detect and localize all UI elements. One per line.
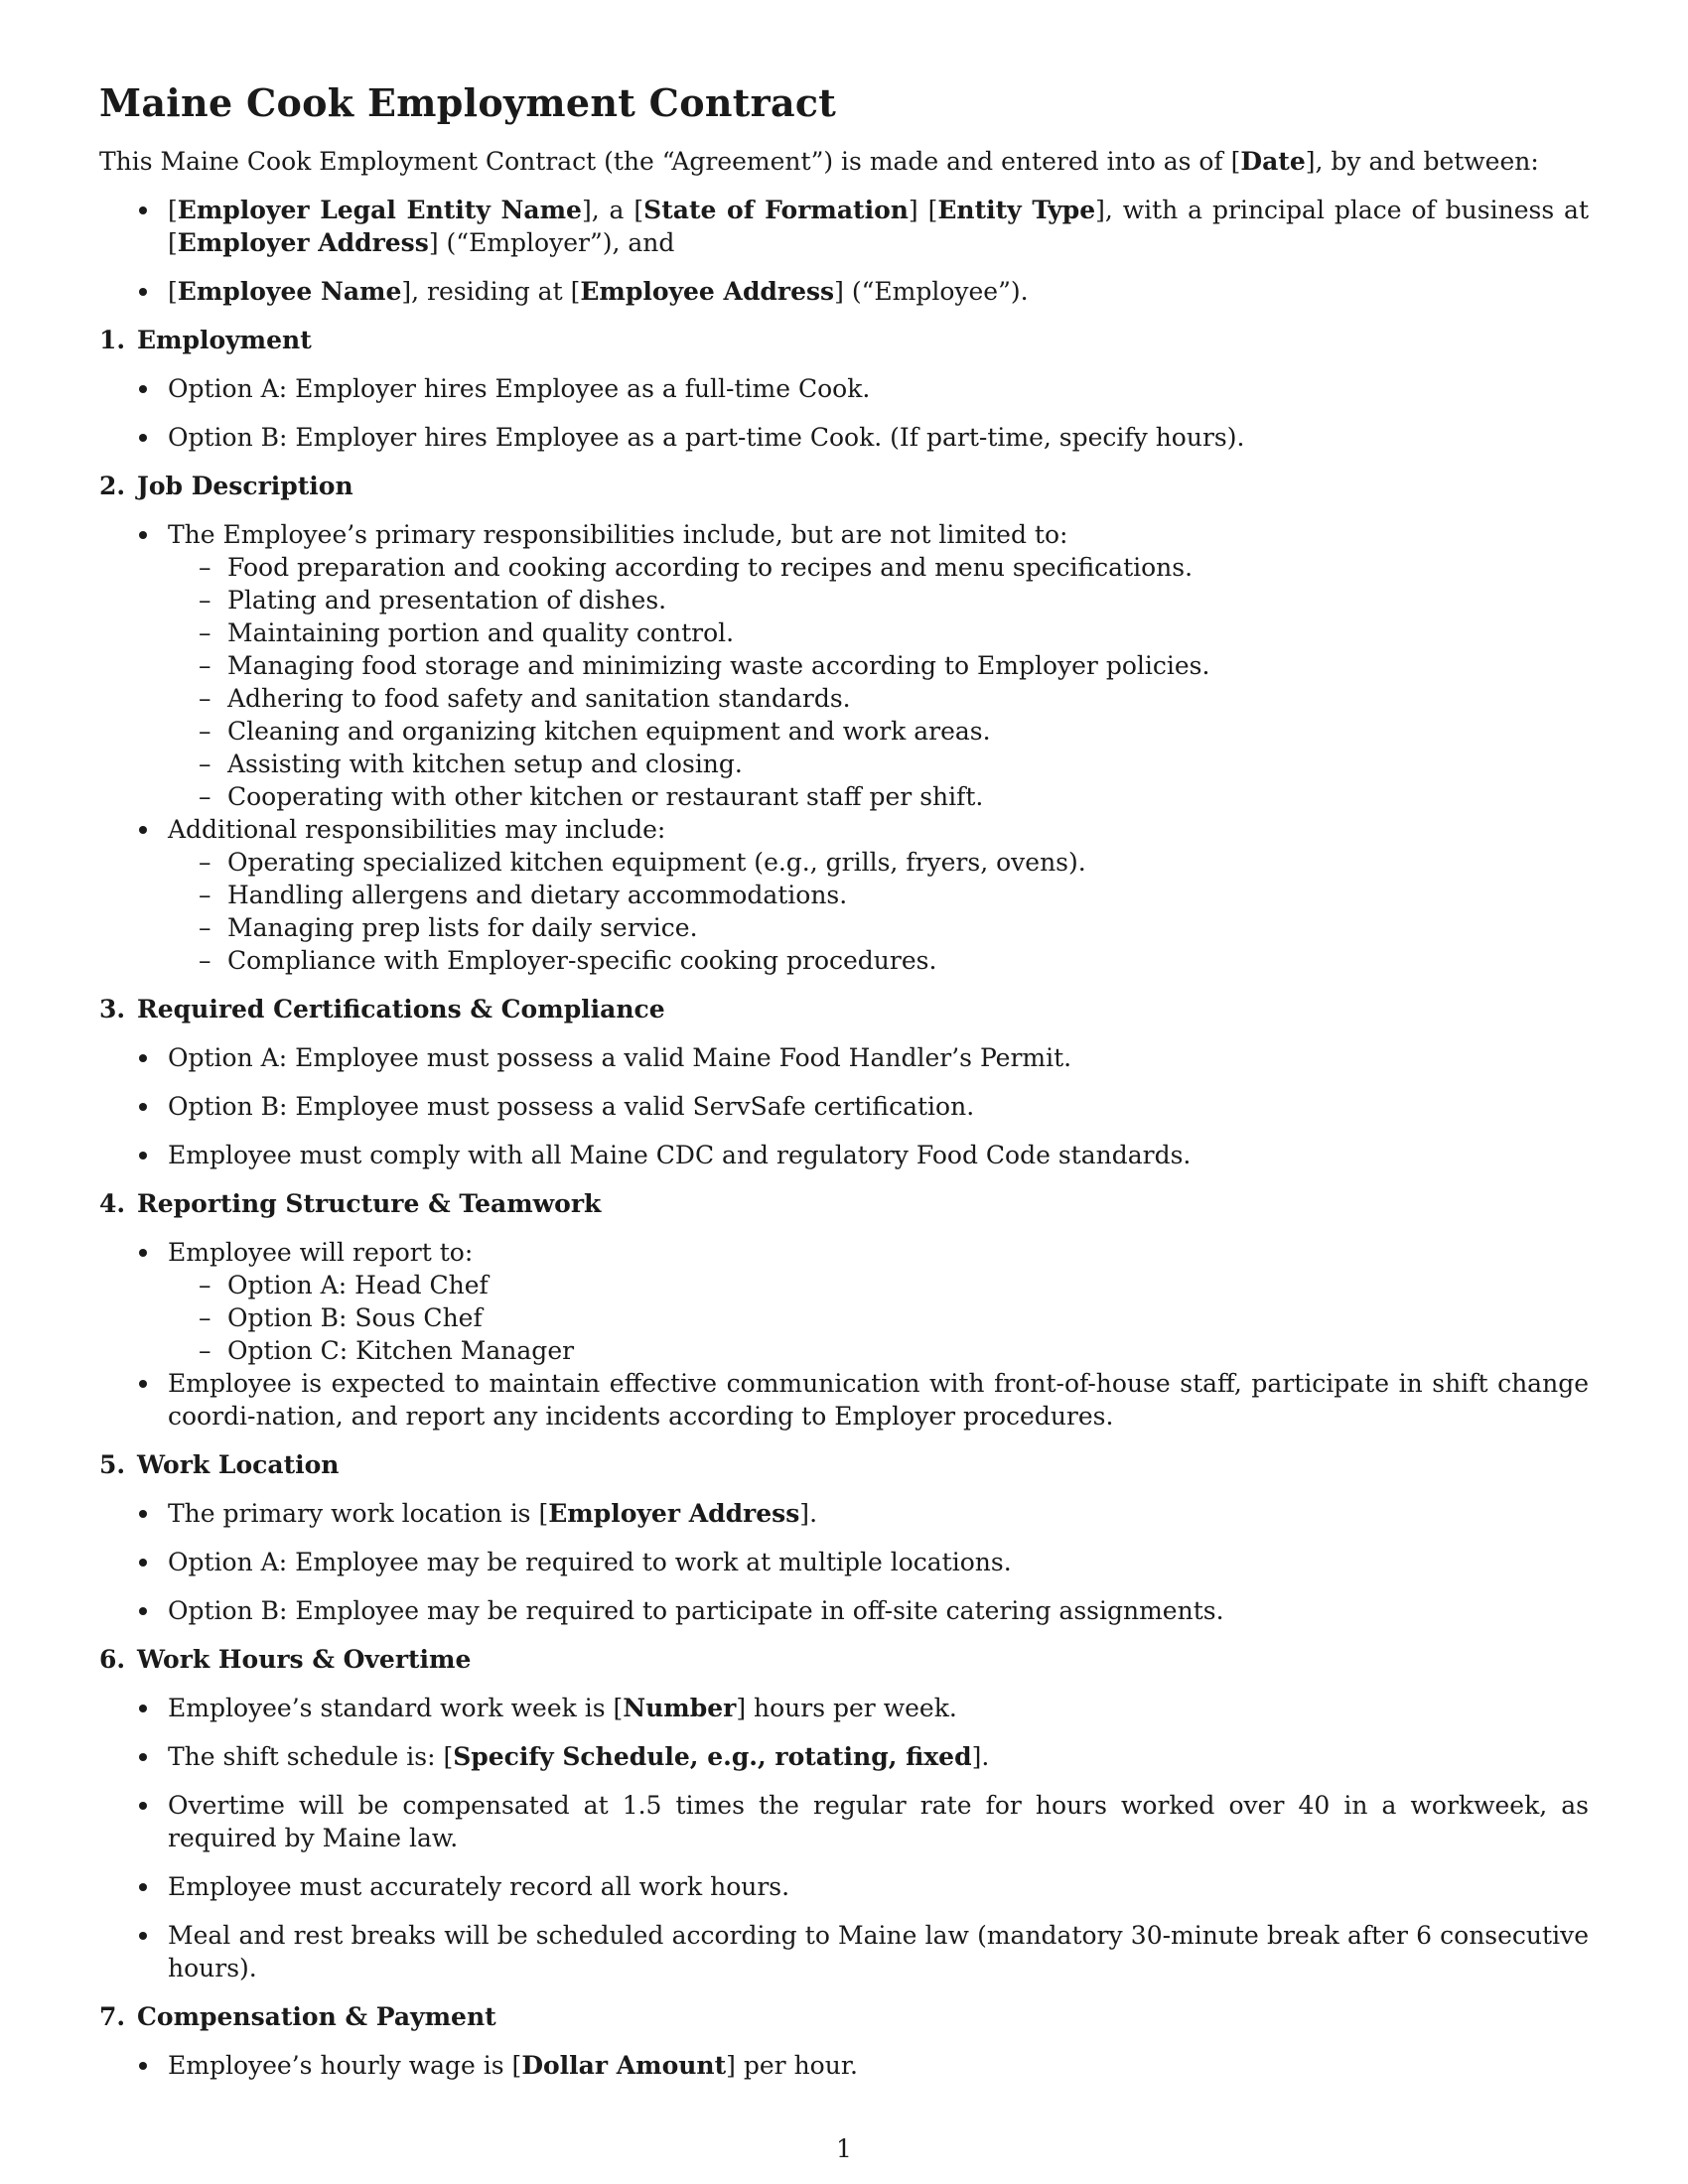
list-item: – Operating specialized kitchen equipment (e.g., grills, fryers, ovens). bbox=[168, 846, 1589, 879]
list-item: – Adhering to food safety and sanitation standards. bbox=[168, 682, 1589, 715]
employment-options bbox=[99, 372, 1589, 454]
list-item: Employee’s standard work week is [Number] hours per week. bbox=[99, 1692, 1589, 1724]
employer-party: [Employer Legal Entity Name], a [State of Formation] [Entity Type], with a principal place of business at [Employer Address] (“Employer”), and bbox=[99, 194, 1589, 259]
list-item: Option A: Employee may be required to work at multiple locations. bbox=[99, 1546, 1589, 1578]
primary-responsibilities bbox=[168, 551, 1589, 813]
list-item: – Food preparation and cooking according to recipes and menu specifications. bbox=[168, 551, 1589, 584]
intro-paragraph: This Maine Cook Employment Contract (the “Agreement”) is made and entered into as of [Date], by and between: bbox=[99, 147, 1539, 176]
list-item: The primary work location is [Employer Address]. bbox=[99, 1497, 1589, 1530]
list-item: – Managing prep lists for daily service. bbox=[168, 911, 1589, 944]
section-heading-work-location: 5. Work Location bbox=[99, 1450, 340, 1479]
parties-list bbox=[99, 194, 1589, 308]
list-item: Employee must comply with all Maine CDC and regulatory Food Code standards. bbox=[99, 1139, 1589, 1171]
document-title: Maine Cook Employment Contract bbox=[99, 80, 837, 125]
list-item: Option B: Employee may be required to participate in off-site catering assignments. bbox=[99, 1594, 1589, 1627]
list-item: Option A: Employer hires Employee as a full-time Cook. bbox=[99, 372, 1589, 405]
list-item: – Handling allergens and dietary accommodations. bbox=[168, 879, 1589, 911]
list-item: Option A: Employee must possess a valid Maine Food Handler’s Permit. bbox=[99, 1041, 1589, 1074]
employee-party: [Employee Name], residing at [Employee Address] (“Employee”). bbox=[99, 275, 1589, 308]
list-item: Additional responsibilities may include: – Operating specialized kitchen equipment (e.g., grills, fryers, ovens). – Handling allergens and dietary accommodations. – Managing prep lists for daily service. – Compliance with Employer-specific cooking procedures. bbox=[99, 813, 1589, 977]
list-item: The shift schedule is: [Specify Schedule, e.g., rotating, fixed]. bbox=[99, 1740, 1589, 1773]
list-item: – Option C: Kitchen Manager bbox=[168, 1334, 1589, 1367]
date-placeholder: Date bbox=[1240, 147, 1306, 176]
section-heading-work-hours: 6. Work Hours & Overtime bbox=[99, 1645, 472, 1674]
list-item: Employee must accurately record all work hours. bbox=[99, 1870, 1589, 1903]
list-item: Option B: Employee must possess a valid ServSafe certification. bbox=[99, 1090, 1589, 1123]
page-number: 1 bbox=[836, 2134, 852, 2163]
list-item: – Option B: Sous Chef bbox=[168, 1301, 1589, 1334]
list-item: The Employee’s primary responsibilities include, but are not limited to: – Food preparation and cooking according to recipes and menu specifications. – Plating and presentation of dishes. – Maintaining portion and quality control. – Managing food storage and minimizing waste according to Employer policies. – Adhering to food safety and sanitation standards. – Cleaning and organizing kitchen equipment and work areas. – Assisting with kitchen setup and closing. – Cooperating with other kitchen or restaurant staff per shift. bbox=[99, 518, 1589, 813]
list-item: – Compliance with Employer-specific cooking procedures. bbox=[168, 944, 1589, 977]
additional-responsibilities bbox=[168, 846, 1589, 977]
list-item: Employee is expected to maintain effective communication with front-of-house staff, participate in shift change coordi-nation, and report any incidents according to Employer procedures. bbox=[99, 1367, 1589, 1433]
work-location-list bbox=[99, 1497, 1589, 1627]
reporting-list bbox=[99, 1236, 1589, 1433]
list-item: – Cleaning and organizing kitchen equipment and work areas. bbox=[168, 715, 1589, 748]
list-item: – Managing food storage and minimizing waste according to Employer policies. bbox=[168, 649, 1589, 682]
section-heading-employment: 1. Employment bbox=[99, 326, 312, 354]
list-item: Employee’s hourly wage is [Dollar Amount] per hour. bbox=[99, 2049, 1589, 2082]
document-page bbox=[99, 79, 1589, 2098]
list-item: Option B: Employer hires Employee as a part-time Cook. (If part-time, specify hours). bbox=[99, 421, 1589, 454]
section-heading-job-description: 2. Job Description bbox=[99, 472, 353, 500]
list-item: – Cooperating with other kitchen or restaurant staff per shift. bbox=[168, 780, 1589, 813]
list-item: – Plating and presentation of dishes. bbox=[168, 584, 1589, 616]
section-heading-compensation: 7. Compensation & Payment bbox=[99, 2002, 496, 2031]
list-item: Overtime will be compensated at 1.5 times the regular rate for hours worked over 40 in a workweek, as required by Maine law. bbox=[99, 1789, 1589, 1854]
list-item: – Assisting with kitchen setup and closing. bbox=[168, 748, 1589, 780]
list-item: Meal and rest breaks will be scheduled according to Maine law (mandatory 30-minute break after 6 consecutive hours). bbox=[99, 1919, 1589, 1984]
reporting-options bbox=[168, 1269, 1589, 1367]
compensation-list bbox=[99, 2049, 1589, 2082]
certifications-list bbox=[99, 1041, 1589, 1171]
work-hours-list bbox=[99, 1692, 1589, 1984]
section-heading-certifications: 3. Required Certifications & Compliance bbox=[99, 995, 665, 1024]
list-item: – Option A: Head Chef bbox=[168, 1269, 1589, 1301]
list-item: – Maintaining portion and quality control. bbox=[168, 616, 1589, 649]
section-heading-reporting: 4. Reporting Structure & Teamwork bbox=[99, 1189, 602, 1218]
list-item: Employee will report to: – Option A: Head Chef – Option B: Sous Chef – Option C: Kitchen Manager bbox=[99, 1236, 1589, 1367]
job-description-list bbox=[99, 518, 1589, 977]
